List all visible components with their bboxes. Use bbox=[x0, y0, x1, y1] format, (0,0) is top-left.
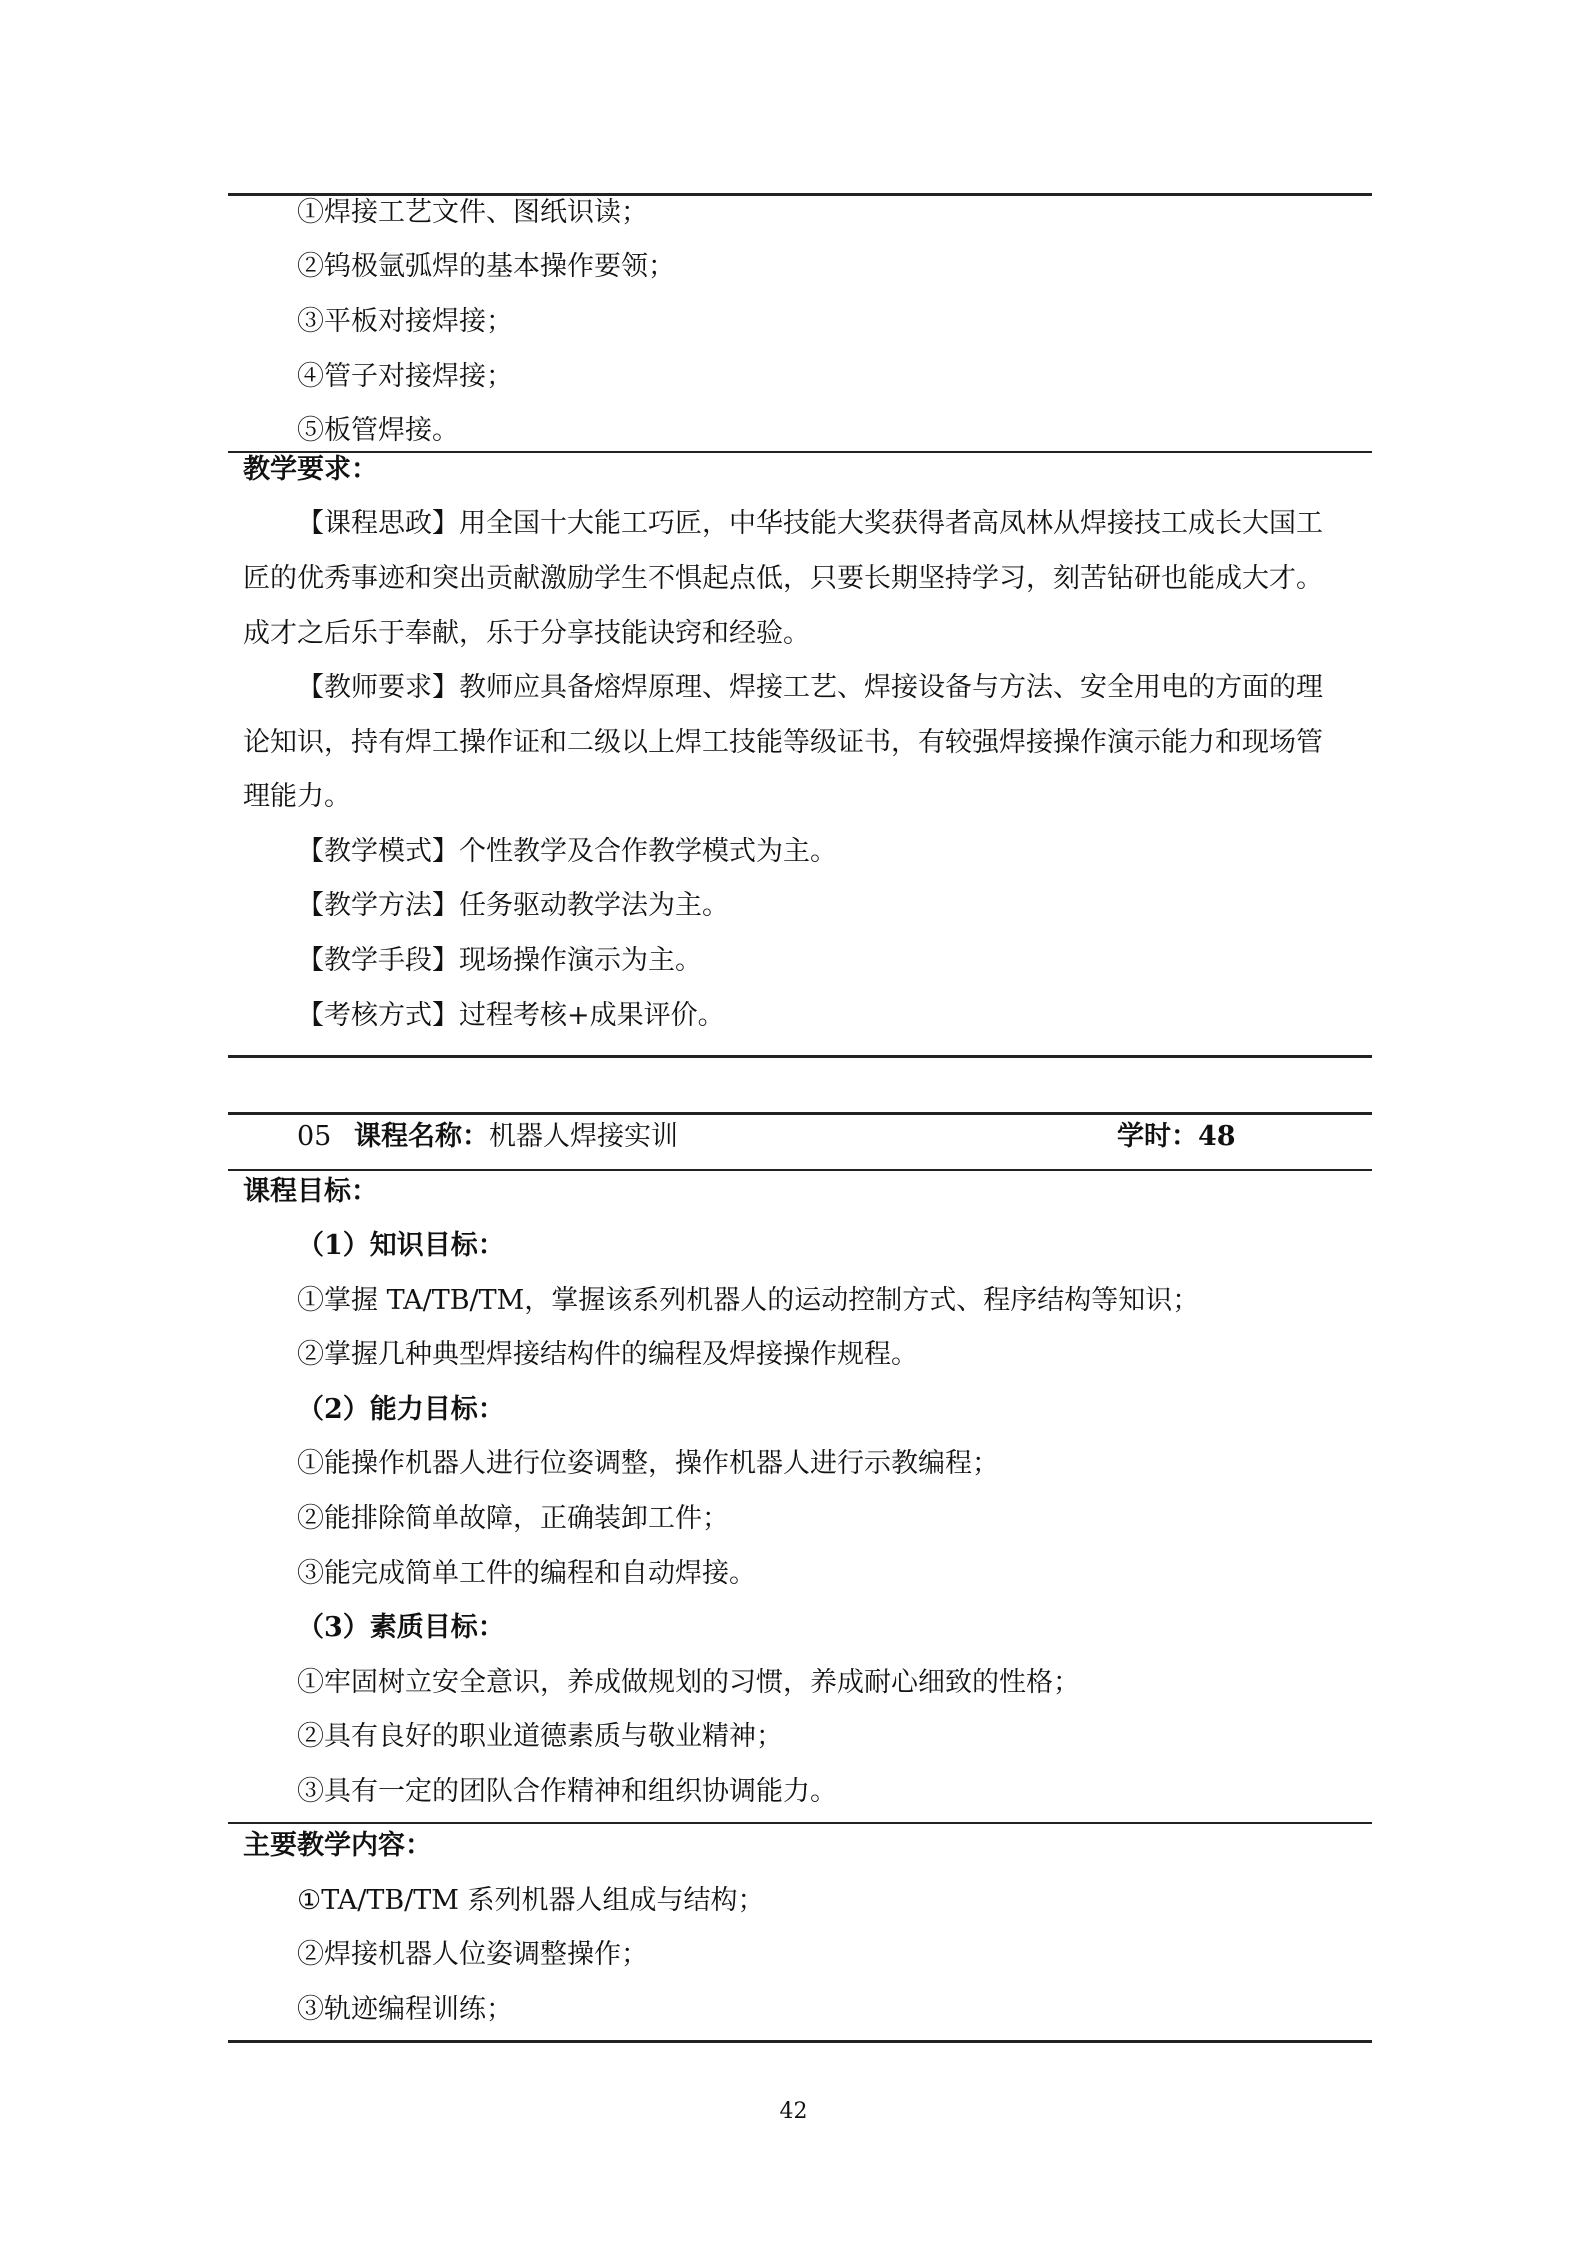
table-bottom-border bbox=[228, 1055, 1372, 1058]
requirement-line: 理能力。 bbox=[243, 781, 351, 812]
quality-item: ③具有一定的团队合作精神和组织协调能力。 bbox=[297, 1776, 837, 1807]
quality-item: ②具有良好的职业道德素质与敬业精神； bbox=[297, 1721, 783, 1752]
course-name: 机器人焊接实训 bbox=[488, 1121, 678, 1152]
requirement-line: 论知识，持有焊工操作证和二级以上焊工技能等级证书，有较强焊接操作演示能力和现场管 bbox=[243, 727, 1323, 758]
requirement-line: 成才之后乐于奉献，乐于分享技能诀窍和经验。 bbox=[243, 618, 810, 649]
quality-heading: （3）素质目标： bbox=[297, 1612, 505, 1643]
content-item: ①TA/TB/TM 系列机器人组成与结构； bbox=[297, 1885, 765, 1916]
content-heading: 主要教学内容： bbox=[243, 1830, 432, 1861]
course-hours: 48 bbox=[1198, 1121, 1236, 1152]
content-item: ①焊接工艺文件、图纸识读； bbox=[297, 197, 648, 228]
requirement-line: 【教学手段】现场操作演示为主。 bbox=[297, 945, 702, 976]
requirement-line: 【教师要求】教师应具备熔焊原理、焊接工艺、焊接设备与方法、安全用电的方面的理 bbox=[297, 672, 1323, 703]
row-divider bbox=[228, 1169, 1372, 1171]
knowledge-heading: （1）知识目标： bbox=[297, 1230, 505, 1261]
row-divider bbox=[228, 1822, 1372, 1824]
requirement-line: 【考核方式】过程考核+成果评价。 bbox=[297, 1000, 725, 1031]
content-item: ⑤板管焊接。 bbox=[297, 415, 459, 446]
course-number: 05 bbox=[297, 1121, 332, 1152]
ability-item: ①能操作机器人进行位姿调整，操作机器人进行示教编程； bbox=[297, 1448, 999, 1479]
quality-item: ①牢固树立安全意识，养成做规划的习惯，养成耐心细致的性格； bbox=[297, 1667, 1080, 1698]
content-item: ②钨极氩弧焊的基本操作要领； bbox=[297, 251, 675, 282]
requirement-line: 匠的优秀事迹和突出贡献激励学生不惧起点低，只要长期坚持学习，刻苦钻研也能成大才。 bbox=[243, 563, 1323, 594]
requirement-line: 【教学方法】任务驱动教学法为主。 bbox=[297, 890, 729, 921]
requirement-line: 【教学模式】个性教学及合作教学模式为主。 bbox=[297, 836, 837, 867]
content-item: ③轨迹编程训练； bbox=[297, 1994, 513, 2025]
knowledge-item: ②掌握几种典型焊接结构件的编程及焊接操作规程。 bbox=[297, 1339, 918, 1370]
requirement-line: 【课程思政】用全国十大能工巧匠，中华技能大奖获得者高凤林从焊接技工成长大国工 bbox=[297, 508, 1323, 539]
ability-heading: （2）能力目标： bbox=[297, 1394, 505, 1425]
page-number: 42 bbox=[779, 2099, 808, 2124]
ability-item: ②能排除简单故障，正确装卸工件； bbox=[297, 1503, 729, 1534]
content-item: ②焊接机器人位姿调整操作； bbox=[297, 1939, 648, 1970]
course-hours-label: 学时： bbox=[1117, 1121, 1198, 1152]
content-item: ④管子对接焊接； bbox=[297, 361, 513, 392]
goals-heading: 课程目标： bbox=[243, 1176, 378, 1207]
content-item: ③平板对接焊接； bbox=[297, 306, 513, 337]
ability-item: ③能完成简单工件的编程和自动焊接。 bbox=[297, 1558, 756, 1589]
requirements-heading: 教学要求： bbox=[243, 454, 378, 485]
knowledge-item: ①掌握 TA/TB/TM，掌握该系列机器人的运动控制方式、程序结构等知识； bbox=[297, 1285, 1200, 1316]
table-top-border bbox=[228, 1112, 1372, 1115]
course-header bbox=[297, 1117, 1367, 1157]
course-name-label: 课程名称： bbox=[353, 1121, 489, 1152]
table-bottom-border bbox=[228, 2040, 1372, 2043]
